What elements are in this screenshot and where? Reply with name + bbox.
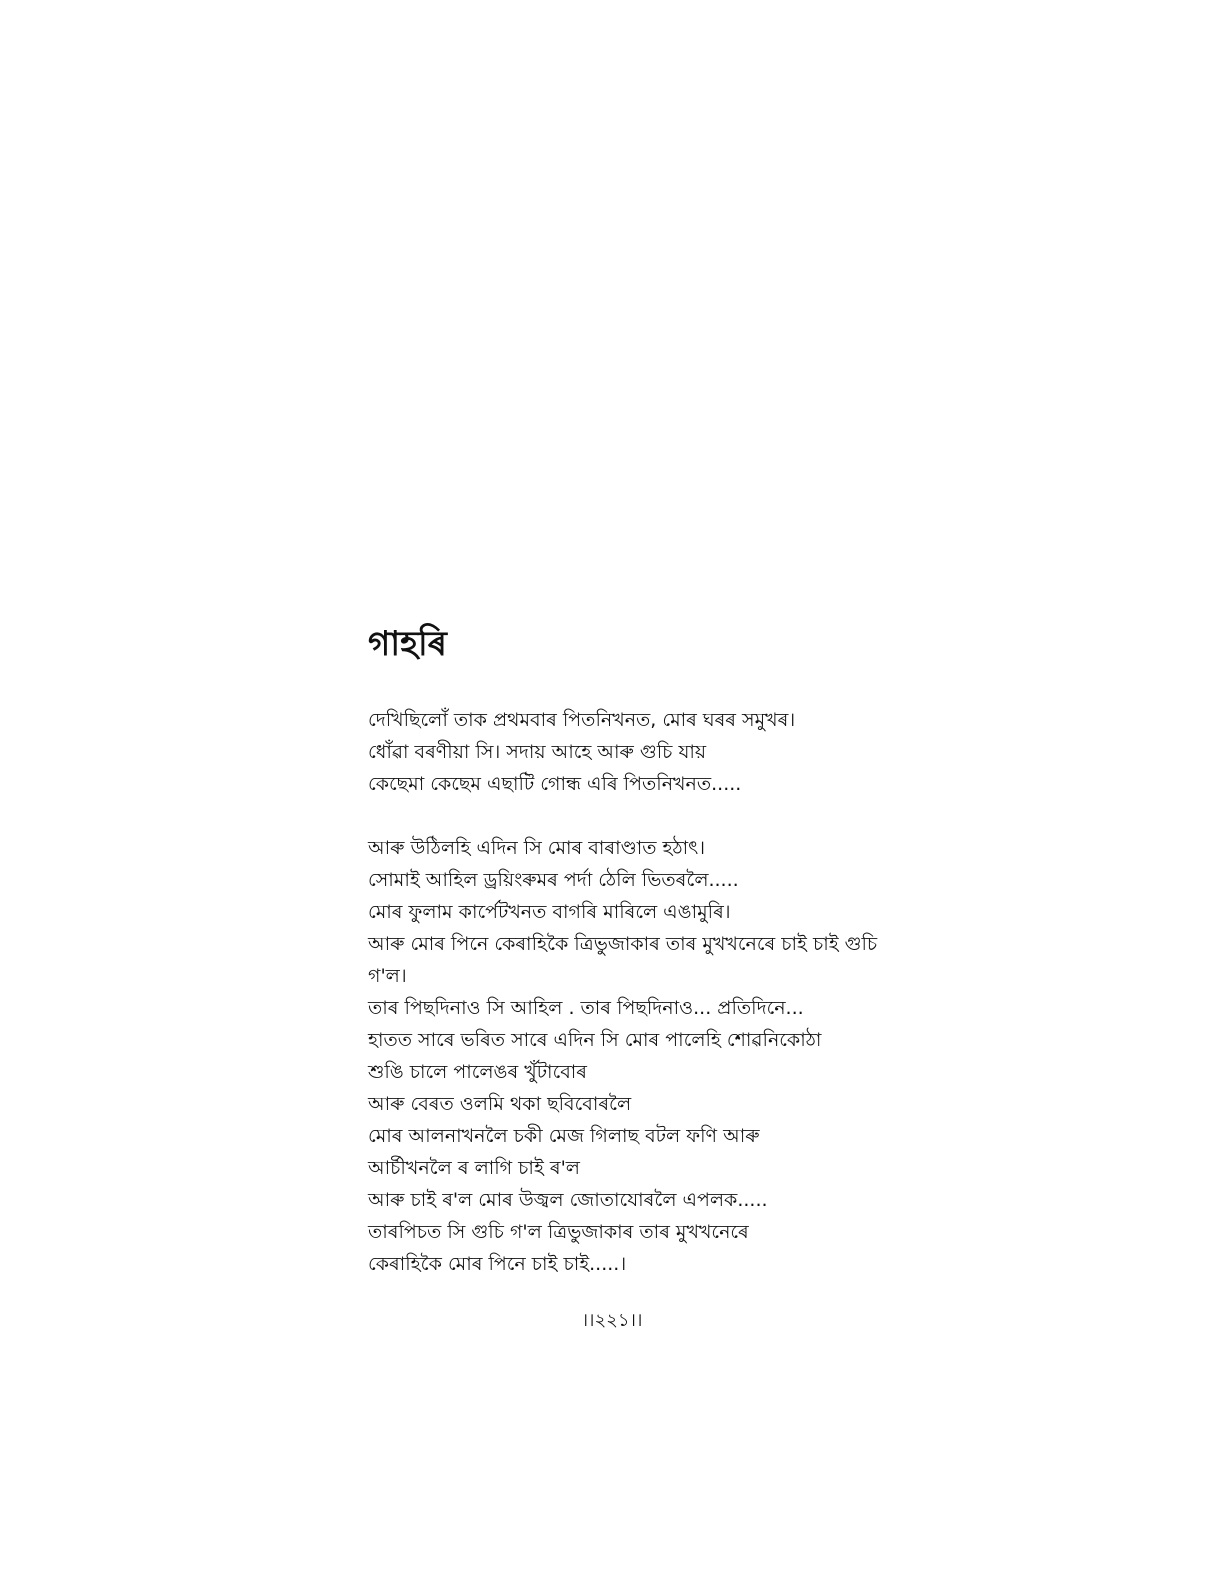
poem-line: সোমাই আহিল ড্ৰয়িংৰুমৰ পৰ্দা ঠেলি ভিতৰলৈ..... <box>368 869 739 891</box>
poem-line: দেখিছিলোঁ তাক প্ৰথমবাৰ পিতনিখনত, মোৰ ঘৰৰ সমুখৰ। <box>368 709 796 731</box>
poem-title: গাহৰি <box>368 624 447 664</box>
poem-line: মোৰ আলনাখনলৈ চকী মেজ গিলাছ বটল ফণি আৰু <box>368 1125 760 1147</box>
page-number: ।।২২১।। <box>581 1310 643 1331</box>
poem-line: কেছেমা কেছেম এছাটি গোন্ধ এৰি পিতনিখনত..... <box>368 773 742 795</box>
poem-line: ধোঁৱা বৰণীয়া সি। সদায় আহে আৰু গুচি যায় <box>368 741 707 763</box>
poem-line: তাৰপিচত সি গুচি গ'ল ত্ৰিভুজাকাৰ তাৰ মুখখনেৰে <box>368 1221 749 1243</box>
poem-line: আৰু মোৰ পিনে কেৰাহিকৈ ত্ৰিভুজাকাৰ তাৰ মুখখনেৰে চাই চাই গুচি <box>368 933 878 955</box>
stanza-2 <box>368 832 888 1280</box>
poem-line: আৰু বেৰত ওলমি থকা ছবিবোৰলৈ <box>368 1093 632 1115</box>
stanza-1 <box>368 704 888 800</box>
poem-line: কেৰাহিকৈ মোৰ পিনে চাই চাই.....। <box>368 1253 627 1275</box>
poem-line: আৰ্চীখনলৈ ৰ লাগি চাই ৰ'ল <box>368 1157 580 1179</box>
poem-line: মোৰ ফুলাম কাৰ্পেটখনত বাগৰি মাৰিলে এঙামুৰি। <box>368 901 731 923</box>
poem-line: আৰু উঠিলহি এদিন সি মোৰ বাৰাণ্ডাত হঠাৎ। <box>368 837 706 859</box>
poem-line: গ'ল। <box>368 965 407 987</box>
poem-line: হাতত সাৰে ভৰিত সাৰে এদিন সি মোৰ পালেহি শোৱনিকোঠা <box>368 1029 822 1051</box>
poem-line: আৰু চাই ৰ'ল মোৰ উজ্বল জোতাযোৰলৈ এপলক..... <box>368 1189 768 1211</box>
poem-body <box>368 704 888 1312</box>
poem-line: তাৰ পিছদিনাও সি আহিল . তাৰ পিছদিনাও... প্ৰতিদিনে... <box>368 997 804 1019</box>
poem-line: শুঙি চালে পালেঙৰ খুঁটাবোৰ <box>368 1061 587 1083</box>
